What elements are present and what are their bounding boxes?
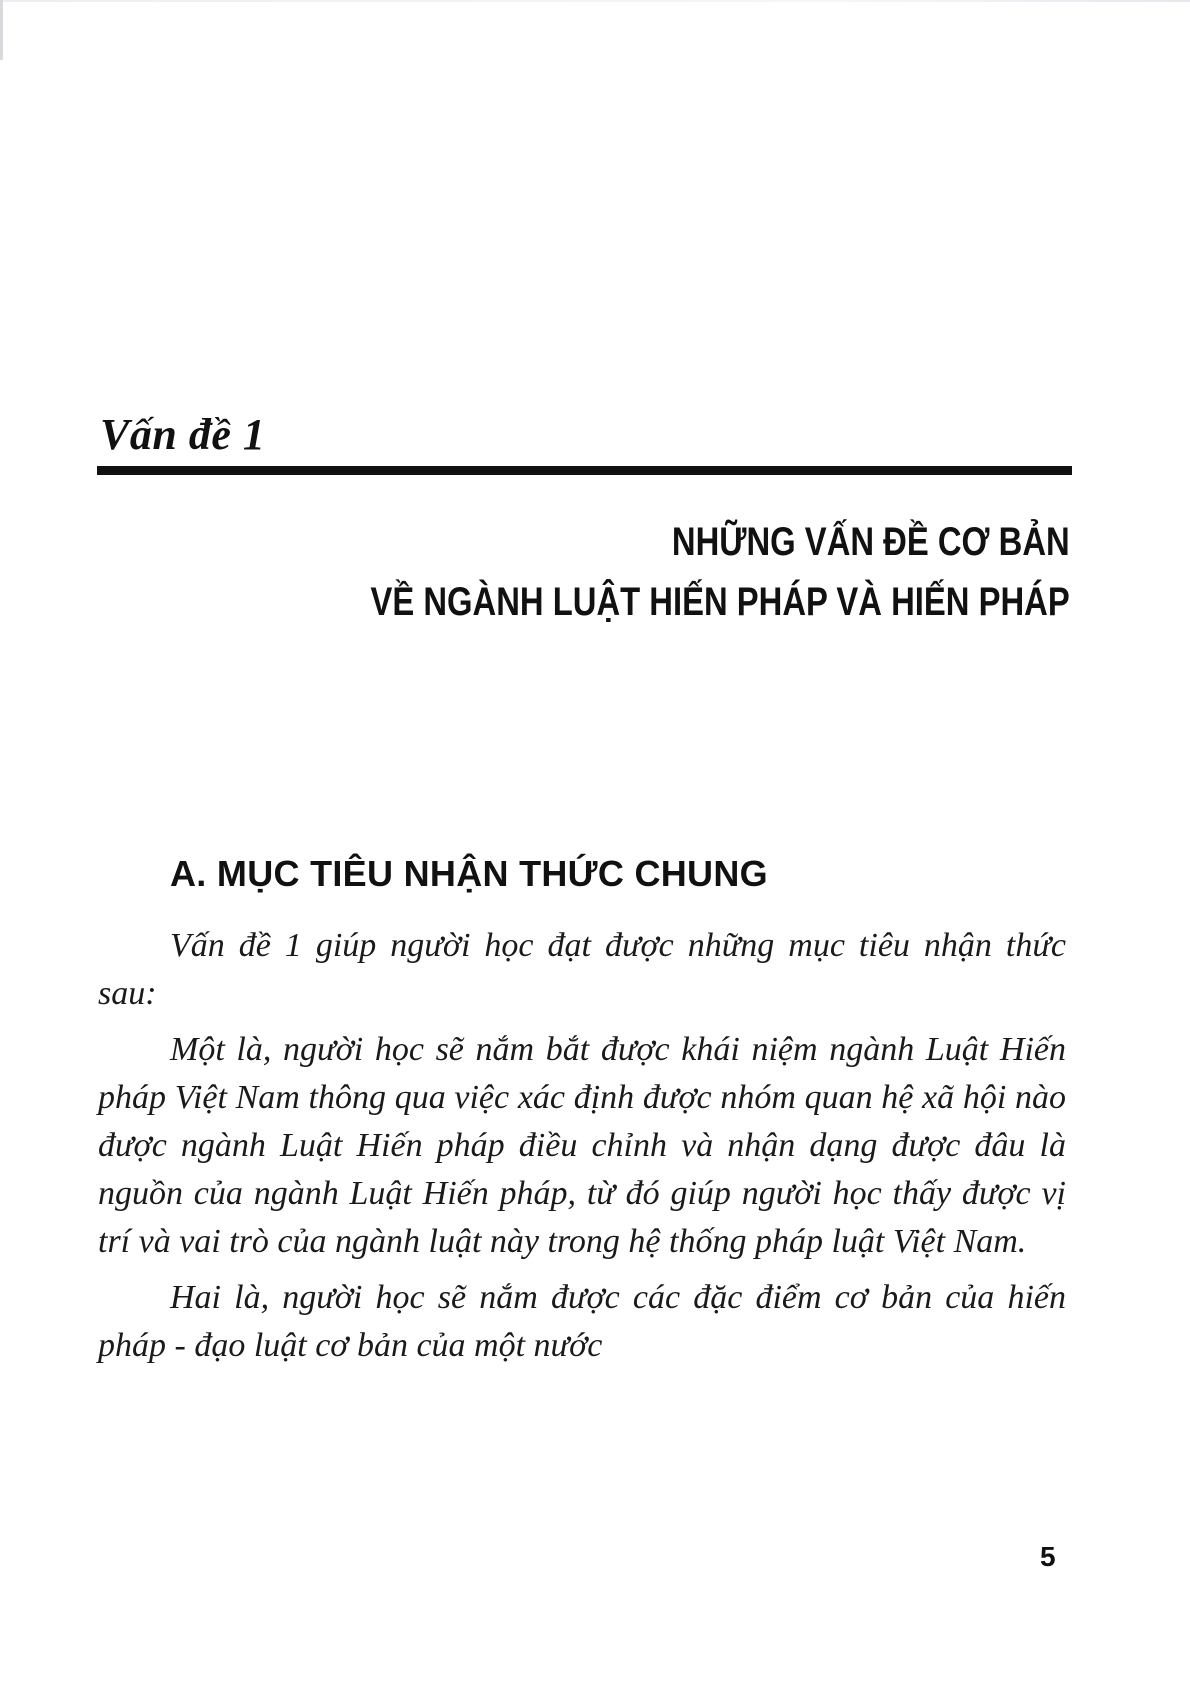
- page-edge: [0, 0, 1190, 2]
- page-edge-left: [0, 0, 3, 60]
- chapter-title-line-2: VỀ NGÀNH LUẬT HIẾN PHÁP VÀ HIẾN PHÁP: [370, 580, 1070, 624]
- chapter-title-line-1: NHỮNG VẤN ĐỀ CƠ BẢN: [672, 520, 1070, 564]
- chapter-divider: [97, 466, 1072, 475]
- section-heading: A. MỤC TIÊU NHẬN THỨC CHUNG: [170, 853, 768, 894]
- chapter-label: Vấn đề 1: [100, 410, 266, 459]
- body-text: [98, 922, 1066, 1378]
- paragraph-two: Hai là, người học sẽ nắm được các đặc điểm cơ bản của hiến pháp - đạo luật cơ bản của một nước: [98, 1279, 1066, 1364]
- paragraph-one: Một là, người học sẽ nắm bắt được khái niệm ngành Luật Hiến pháp Việt Nam thông qua việc xác định được nhóm quan hệ xã hội nào được ngành Luật Hiến pháp điều chỉnh và nhận dạng được đâu là nguồn của ngành Luật Hiến pháp, từ đó giúp người học thấy được vị trí và vai trò của ngành luật này trong hệ thống pháp luật Việt Nam.: [98, 1031, 1066, 1260]
- page-number: 5: [1040, 1541, 1056, 1572]
- chapter-title: [371, 512, 1070, 632]
- paragraph-intro: Vấn đề 1 giúp người học đạt được những mục tiêu nhận thức sau:: [98, 927, 1066, 1012]
